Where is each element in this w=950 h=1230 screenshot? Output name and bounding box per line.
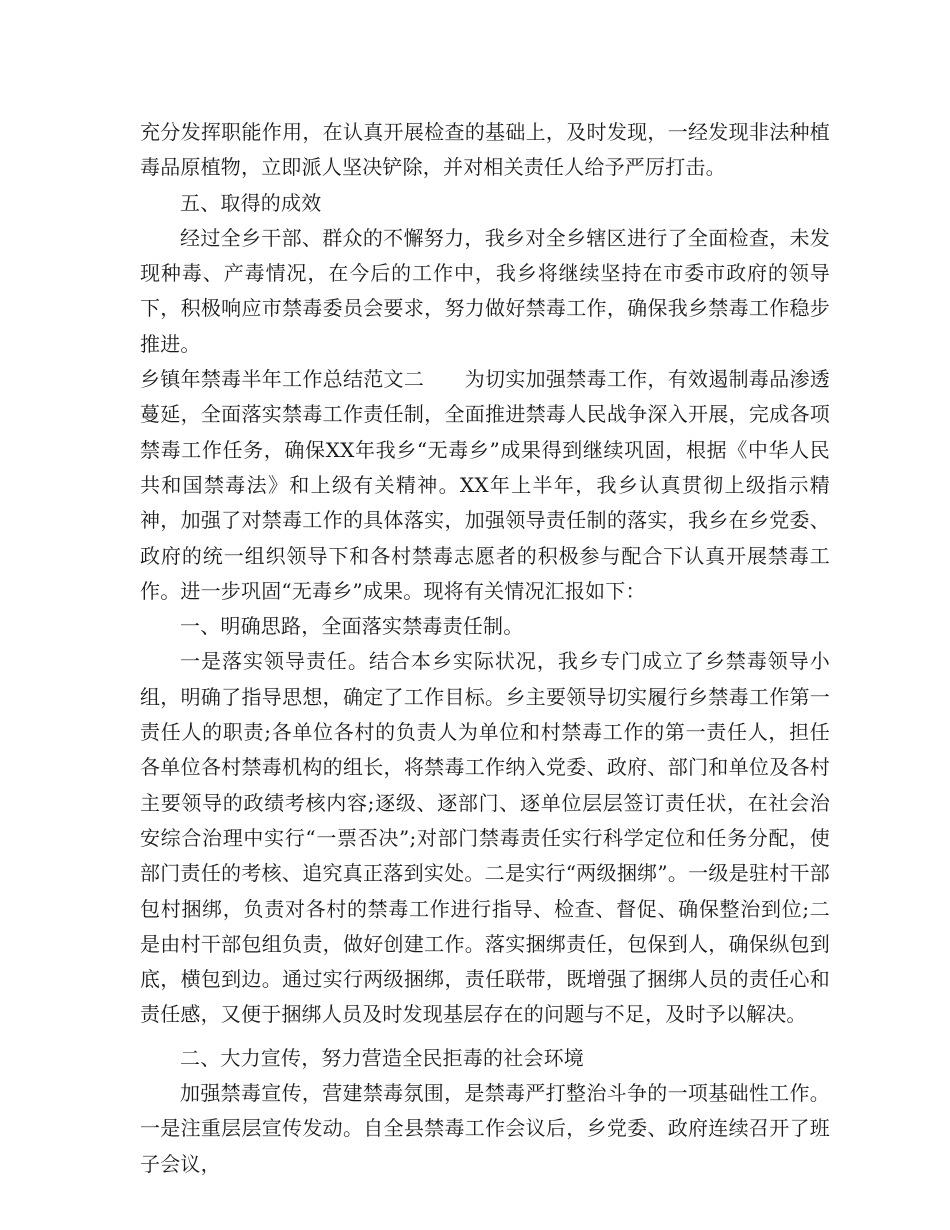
section-heading-publicity: 二、大力宣传，努力营造全民拒毒的社会环境	[180, 1045, 584, 1070]
section-heading-achievements: 五、取得的成效	[180, 190, 322, 215]
paragraph-sample-two-intro: 乡镇年禁毒半年工作总结范文二 为切实加强禁毒工作，有效遏制毒品渗透蔓延，全面落实禁毒工作责任制，全面推进禁毒人民战争深入开展，完成各项禁毒工作任务，确保XX年我乡“无毒乡”成果得到继续巩固，根据《中华人民共和国禁毒法》和上级有关精神。XX年上半年，我乡认真贯彻上级指示精神，加强了对禁毒工作的具体落实，加强领导责任制的落实，我乡在乡党委、政府的统一组织领导下和各村禁毒志愿者的积极参与配合下认真开展禁毒工作。进一步巩固“无毒乡”成果。现将有关情况汇报如下：	[140, 367, 830, 603]
paragraph-intro-continuation: 充分发挥职能作用，在认真开展检查的基础上，及时发现，一经发现非法种植毒品原植物，立即派人坚决铲除，并对相关责任人给予严厉打击。	[140, 120, 830, 180]
document-body	[140, 115, 830, 1182]
paragraph-responsibility: 一是落实领导责任。结合本乡实际状况，我乡专门成立了乡禁毒领导小组，明确了指导思想，确定了工作目标。乡主要领导切实履行乡禁毒工作第一责任人的职责;各单位各村的负责人为单位和村禁毒工作的第一责任人，担任各单位各村禁毒机构的组长，将禁毒工作纳入党委、政府、部门和单位及各村主要领导的政绩考核内容;逐级、逐部门、逐单位层层签订责任状，在社会治安综合治理中实行“一票否决”;对部门禁毒责任实行科学定位和任务分配，使部门责任的考核、追究真正落到实处。二是实行“两级捆绑”。一级是驻村干部包村捆绑，负责对各村的禁毒工作进行指导、检查、督促、确保整治到位;二是由村干部包组负责，做好创建工作。落实捆绑责任，包保到人，确保纵包到底，横包到边。通过实行两级捆绑，责任联带，既增强了捆绑人员的责任心和责任感，又便于捆绑人员及时发现基层存在的问题与不足，及时予以解决。	[140, 649, 830, 1027]
section-heading-responsibility: 一、明确思路，全面落实禁毒责任制。	[180, 614, 524, 639]
paragraph-spacer	[140, 1033, 830, 1041]
paragraph-achievements: 经过全乡干部、群众的不懈努力，我乡对全乡辖区进行了全面检查，未发现种毒、产毒情况，在今后的工作中，我乡将继续坚持在市委市政府的领导下，积极响应市禁毒委员会要求，努力做好禁毒工作，确保我乡禁毒工作稳步推进。	[140, 225, 830, 356]
paragraph-publicity: 加强禁毒宣传，营建禁毒氛围，是禁毒严打整治斗争的一项基础性工作。一是注重层层宣传发动。自全县禁毒工作会议后，乡党委、政府连续召开了班子会议，	[140, 1081, 830, 1176]
